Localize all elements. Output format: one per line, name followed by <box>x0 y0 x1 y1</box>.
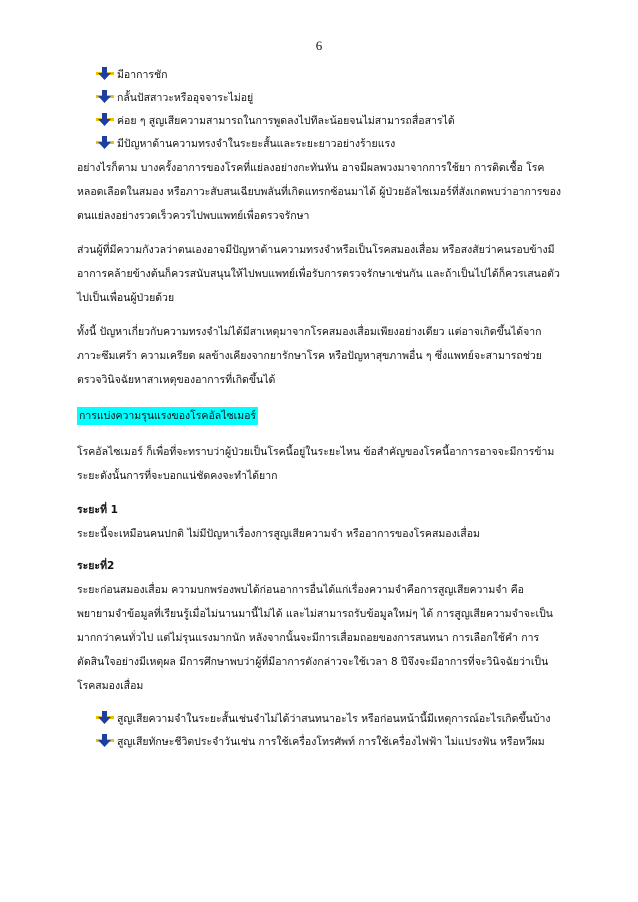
blue-down-arrow-icon <box>96 136 114 149</box>
text-line: ระยะนี้จะเหมือนคนปกติ ไม่มีปัญหาเรื่องการสูญเสียความจำ หรืออาการของโรคสมองเสื่อม <box>77 528 480 540</box>
stage-2-title: ระยะที่2 <box>77 560 115 572</box>
bullet-item <box>77 64 567 87</box>
stage-1 <box>77 498 567 546</box>
text-line: ตัดสินใจอย่างมีเหตุผล มีการศึกษาพบว่าผู้ที่มีอาการดังกล่าวจะใช้เวลา 8 ปีจึงจะมีอาการที่จะวินิจฉัยว่าเป็น <box>77 656 549 668</box>
text-line: โรคอัลไซเมอร์ ก็เพื่อที่จะทราบว่าผู้ป่วยเป็นโรคนี้อยู่ในระยะไหน ข้อสำคัญของโรคนี้อาการอาจจะมีการข้าม <box>77 446 555 458</box>
text-line: ตรวจวินิจฉัยหาสาเหตุของอาการที่เกิดขึ้นได้ <box>77 374 276 386</box>
text-line: ภาวะซึมเศร้า ความเครียด ผลข้างเคียงจากยารักษาโรค หรือปัญหาสุขภาพอื่น ๆ ซึ่งแพทย์จะสามารถช่วย <box>77 350 542 362</box>
text-line: ระยะดังนั้นการที่จะบอกแน่ชัดคงจะทำได้ยาก <box>77 470 278 482</box>
page-number: 6 <box>315 38 323 53</box>
text-line: มากกว่าคนทั่วไป แต่ไม่รุนแรงมากนัก หลังจากนั้นจะมีการเสื่อมถอยของการสนทนา การเลือกใช้คำ การ <box>77 632 540 644</box>
paragraph <box>77 156 567 228</box>
blue-down-arrow-icon <box>96 67 114 80</box>
bullet-text: สูญเสียทักษะชีวิตประจำวันเช่น การใช้เครื่องโทรศัพท์ การใช้เครื่องไฟฟ้า ไม่แปรงฟัน หรือหวีผม <box>117 736 545 748</box>
blue-down-arrow-icon <box>96 90 114 103</box>
stage-2-paragraph <box>77 578 567 698</box>
stage-2-bullet-list <box>77 708 567 754</box>
text-line: ไปเป็นเพื่อนผู้ป่วยด้วย <box>77 292 175 304</box>
bullet-text: กลั้นปัสสาวะหรืออุจจาระไม่อยู่ <box>117 92 254 104</box>
bullet-text: มีอาการชัก <box>117 69 168 81</box>
text-line: อย่างไรก็ตาม บางครั้งอาการของโรคที่แย่ลงอย่างกะทันหัน อาจมีผลพวงมาจากการใช้ยา การติดเชื้อ โรค <box>77 162 545 174</box>
bullet-text: สูญเสียความจำในระยะสั้นเช่นจำไม่ได้ว่าสนทนาอะไร หรือก่อนหน้านี้มีเหตุการณ์อะไรเกิดขึ้นบ้าง <box>117 713 551 725</box>
stage-1-title: ระยะที่ 1 <box>77 504 118 516</box>
stage-2 <box>77 554 567 698</box>
text-line: พยายามจำข้อมูลที่เรียนรู้เมื่อไม่นานมานี้ไม่ได้ และไม่สามารถรับข้อมูลใหม่ๆ ได้ การสูญเสียความจำจะเป็น <box>77 608 553 620</box>
bullet-item <box>77 708 567 731</box>
paragraph <box>77 238 567 310</box>
bullet-item <box>77 731 567 754</box>
blue-down-arrow-icon <box>96 734 114 747</box>
section-heading: การแบ่งความรุนแรงของโรคอัลไซเมอร์ <box>77 407 258 425</box>
bullet-text: มีปัญหาด้านความทรงจำในระยะสั้นและระยะยาวอย่างร้ายแรง <box>117 138 396 150</box>
text-line: หลอดเลือดในสมอง หรือภาวะสับสนเฉียบพลันที่เกิดแทรกซ้อนมาได้ ผู้ป่วยอัลไซเมอร์ที่สังเกตพบว่าอาการของ <box>77 186 562 198</box>
bullet-item <box>77 133 567 156</box>
text-line: ตนแย่ลงอย่างรวดเร็วควรไปพบแพทย์เพื่อตรวจรักษา <box>77 210 310 222</box>
bullet-text: ค่อย ๆ สูญเสียความสามารถในการพูดลงไปทีละน้อยจนไม่สามารถสื่อสารได้ <box>117 115 455 127</box>
paragraph <box>77 320 567 392</box>
text-line: โรคสมองเสื่อม <box>77 680 144 692</box>
blue-down-arrow-icon <box>96 113 114 126</box>
bullet-item <box>77 110 567 133</box>
symptom-bullet-list <box>77 64 567 156</box>
text-line: อาการคล้ายข้างต้นก็ควรสนับสนุนให้ไปพบแพทย์เพื่อรับการตรวจรักษาเช่นกัน และถ้าเป็นไปได้ก็ควรเสนอตัว <box>77 268 560 280</box>
section-intro <box>77 440 567 488</box>
text-line: ทั้งนี้ ปัญหาเกี่ยวกับความทรงจำไม่ได้มีสาเหตุมาจากโรคสมองเสื่อมเพียงอย่างเดียว แต่อาจเกิดขึ้นได้จาก <box>77 326 542 338</box>
section-heading-row <box>77 402 567 430</box>
text-line: ส่วนผู้ที่มีความกังวลว่าตนเองอาจมีปัญหาด้านความทรงจำหรือเป็นโรคสมองเสื่อม หรือสงสัยว่าคนรอบข้างมี <box>77 244 555 256</box>
text-line: ระยะก่อนสมองเสื่อม ความบกพร่องพบได้ก่อนอาการอื่นได้แก่เรื่องความจำคือการสูญเสียความจำ คือ <box>77 584 524 596</box>
page-content <box>77 64 567 754</box>
blue-down-arrow-icon <box>96 711 114 724</box>
bullet-item <box>77 87 567 110</box>
